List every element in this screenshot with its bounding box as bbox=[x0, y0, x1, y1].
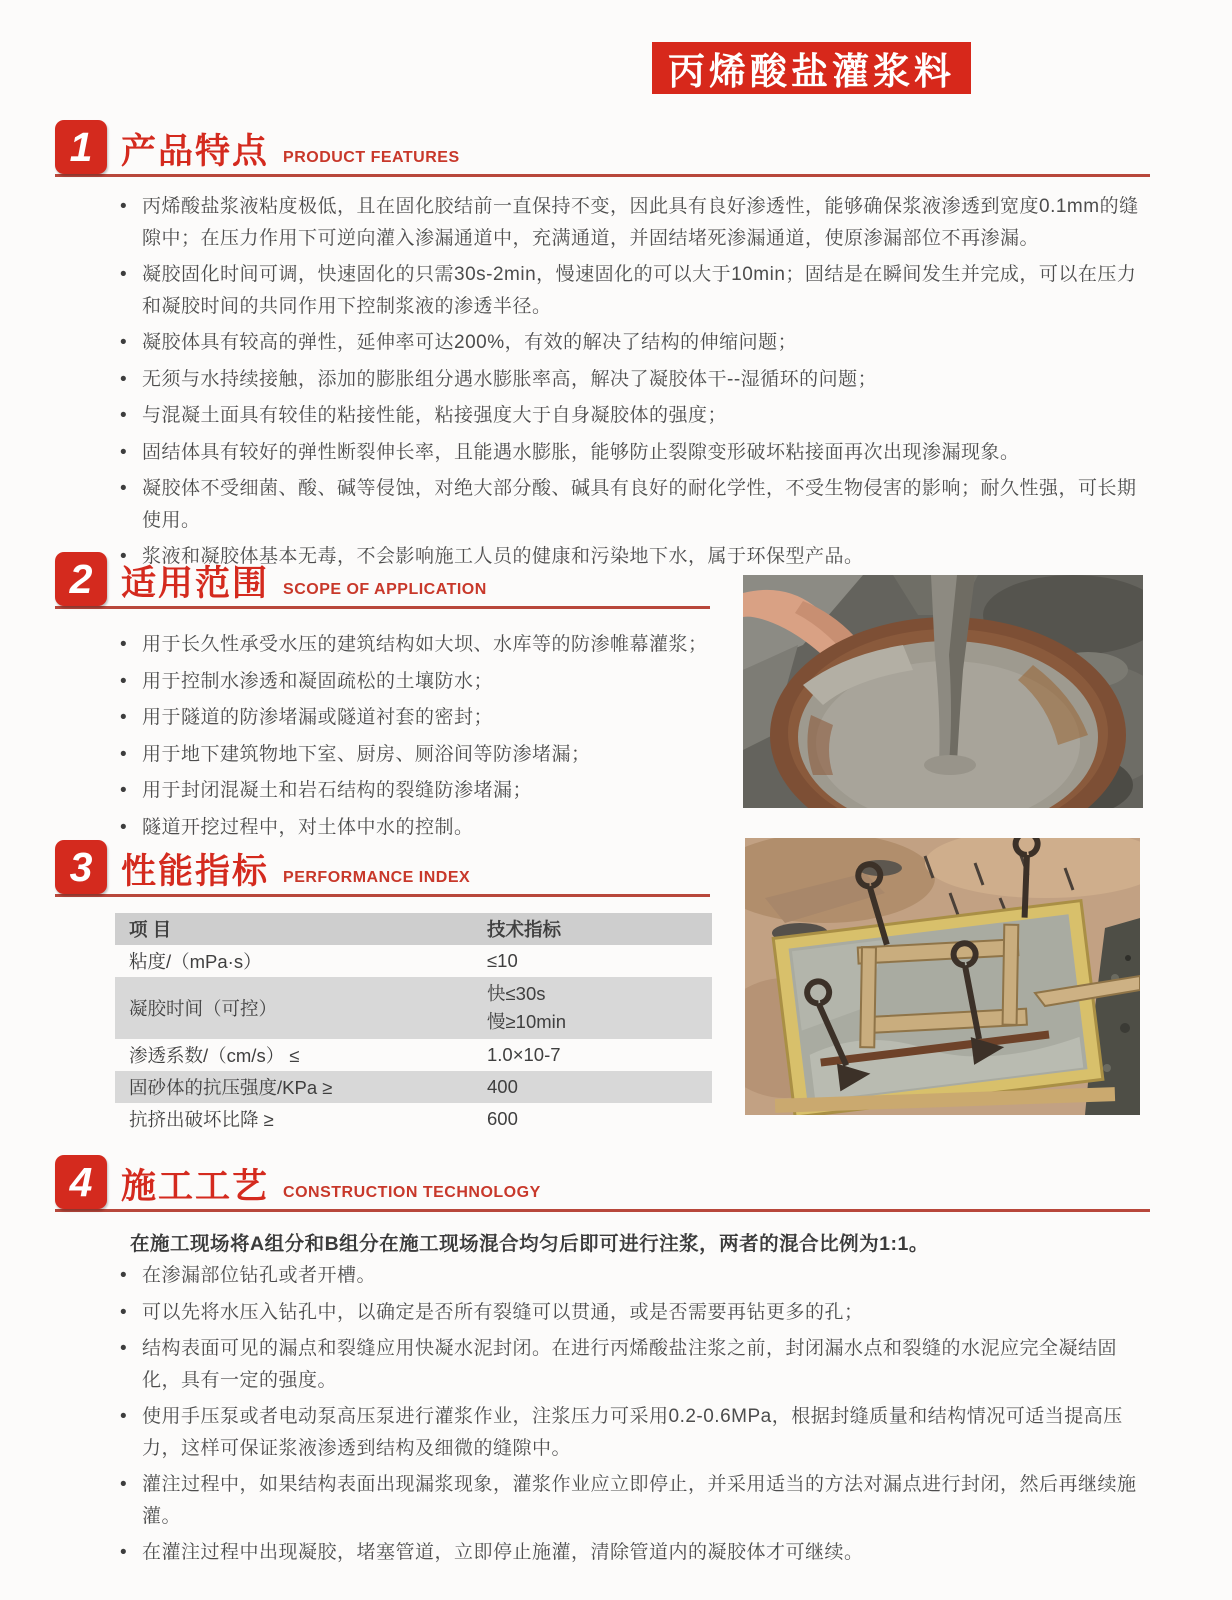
list-item: • 结构表面可见的漏点和裂缝应用快凝水泥封闭。在进行丙烯酸盐注浆之前，封闭漏水点和裂缝的水泥应完全凝结固化，具有一定的强度。 bbox=[110, 1333, 1150, 1396]
list-item: • 固结体具有较好的弹性断裂伸长率，且能遇水膨胀，能够防止裂隙变形破坏粘接面再次出现渗漏现象。 bbox=[110, 437, 1150, 469]
list-item: • 灌注过程中，如果结构表面出现漏浆现象，灌浆作业应立即停止，并采用适当的方法对漏点进行封闭，然后再继续施灌。 bbox=[110, 1469, 1150, 1532]
section-title: 性能指标 bbox=[121, 852, 270, 891]
formwork-grouting-photo bbox=[745, 838, 1140, 1115]
list-item: • 在灌注过程中出现凝胶，堵塞管道，立即停止施灌，清除管道内的凝胶体才可继续。 bbox=[110, 1537, 1150, 1569]
section-subtitle: PERFORMANCE INDEX bbox=[283, 869, 471, 886]
section-title: 产品特点 bbox=[121, 132, 270, 171]
list-item: • 浆液和凝胶体基本无毒，不会影响施工人员的健康和污染地下水，属于环保型产品。 bbox=[110, 541, 1150, 573]
table-row: 渗透系数/（cm/s） ≤ 1.0×10-7 bbox=[129, 1043, 561, 1066]
table-row: 固砂体的抗压强度/KPa ≥ 400 bbox=[115, 1071, 712, 1103]
list-item: • 凝胶体不受细菌、酸、碱等侵蚀，对绝大部分酸、碱具有良好的耐化学性，不受生物侵害的影响；耐久性强，可长期使用。 bbox=[110, 473, 1150, 536]
section-product-features bbox=[55, 120, 1150, 578]
application-list bbox=[55, 629, 710, 843]
section-subtitle: CONSTRUCTION TECHNOLOGY bbox=[283, 1184, 541, 1201]
list-item: • 凝胶体具有较高的弹性，延伸率可达200%，有效的解决了结构的伸缩问题； bbox=[110, 327, 1150, 359]
section-number-badge: 2 bbox=[55, 552, 107, 606]
section-subtitle: SCOPE OF APPLICATION bbox=[283, 581, 487, 598]
section-performance-index bbox=[55, 840, 710, 1135]
table-row: 抗挤出破坏比降 ≥ 600 bbox=[129, 1107, 518, 1130]
formwork-grouting-illustration bbox=[745, 838, 1140, 1115]
spec-fast: 快≤30s bbox=[487, 983, 546, 1004]
construction-step-list bbox=[55, 1260, 1150, 1569]
table-header-row bbox=[115, 913, 712, 945]
list-item: • 可以先将水压入钻孔中，以确定是否所有裂缝可以贯通，或是否需要再钻更多的孔； bbox=[110, 1297, 1150, 1329]
list-item: • 用于封闭混凝土和岩石结构的裂缝防渗堵漏； bbox=[110, 775, 710, 807]
section-construction-technology bbox=[55, 1155, 1150, 1574]
list-item: • 用于控制水渗透和凝固疏松的土壤防水； bbox=[110, 666, 710, 698]
column-header-item: 项 目 bbox=[129, 919, 172, 940]
section-header bbox=[55, 552, 710, 609]
table-row: 粘度/（mPa·s） ≤10 bbox=[129, 950, 518, 972]
section-title: 适用范围 bbox=[121, 564, 270, 603]
section-title: 施工工艺 bbox=[121, 1167, 270, 1206]
section-header bbox=[55, 1155, 1150, 1212]
product-title-banner: 丙烯酸盐灌浆料 bbox=[652, 42, 971, 94]
list-item: • 使用手压泵或者电动泵高压泵进行灌浆作业，注浆压力可采用0.2-0.6MPa，根据封缝质量和结构情况可适当提高压力，这样可保证浆液渗透到结构及细微的缝隙中。 bbox=[110, 1401, 1150, 1464]
performance-index-table bbox=[115, 913, 712, 1135]
section-header bbox=[55, 840, 710, 897]
section-number-badge: 1 bbox=[55, 120, 107, 174]
section-scope-of-application bbox=[55, 552, 710, 848]
list-item: • 用于地下建筑物地下室、厨房、厕浴间等防渗堵漏； bbox=[110, 739, 710, 771]
list-item: • 丙烯酸盐浆液粘度极低，且在固化胶结前一直保持不变，因此具有良好渗透性，能够确保浆液渗透到宽度0.1mm的缝隙中；在压力作用下可逆向灌入渗漏通道中，充满通道，并固结堵死渗漏通道，使原渗漏部位不再渗漏。 bbox=[110, 191, 1150, 254]
table-row: 凝胶时间（可控） 快≤30s 慢≥10min bbox=[115, 977, 712, 1039]
feature-list bbox=[55, 191, 1150, 573]
mixing-ratio-note: 在施工现场将A组分和B组分在施工现场混合均匀后即可进行注浆，两者的混合比例为1:1。 bbox=[130, 1233, 929, 1255]
list-item: • 用于隧道的防渗堵漏或隧道衬套的密封； bbox=[110, 702, 710, 734]
column-header-spec: 技术指标 bbox=[487, 919, 562, 940]
grout-mixing-illustration bbox=[743, 575, 1143, 808]
section-header bbox=[55, 120, 1150, 177]
list-item: • 凝胶固化时间可调，快速固化的只需30s-2min，慢速固化的可以大于10min；固结是在瞬间发生并完成，可以在压力和凝胶时间的共同作用下控制浆液的渗透半径。 bbox=[110, 259, 1150, 322]
list-item: • 在渗漏部位钻孔或者开槽。 bbox=[110, 1260, 1150, 1292]
section-subtitle: PRODUCT FEATURES bbox=[283, 149, 460, 166]
list-item: • 用于长久性承受水压的建筑结构如大坝、水库等的防渗帷幕灌浆； bbox=[110, 629, 710, 661]
spec-slow: 慢≥10min bbox=[487, 1010, 567, 1032]
list-item: • 隧道开挖过程中，对土体中水的控制。 bbox=[110, 812, 710, 844]
section-number-badge: 3 bbox=[55, 840, 107, 894]
list-item: • 与混凝土面具有较佳的粘接性能，粘接强度大于自身凝胶体的强度； bbox=[110, 400, 1150, 432]
grout-mixing-photo bbox=[743, 575, 1143, 808]
list-item: • 无须与水持续接触，添加的膨胀组分遇水膨胀率高，解决了凝胶体干--湿循环的问题； bbox=[110, 364, 1150, 396]
section-number-badge: 4 bbox=[55, 1155, 107, 1209]
